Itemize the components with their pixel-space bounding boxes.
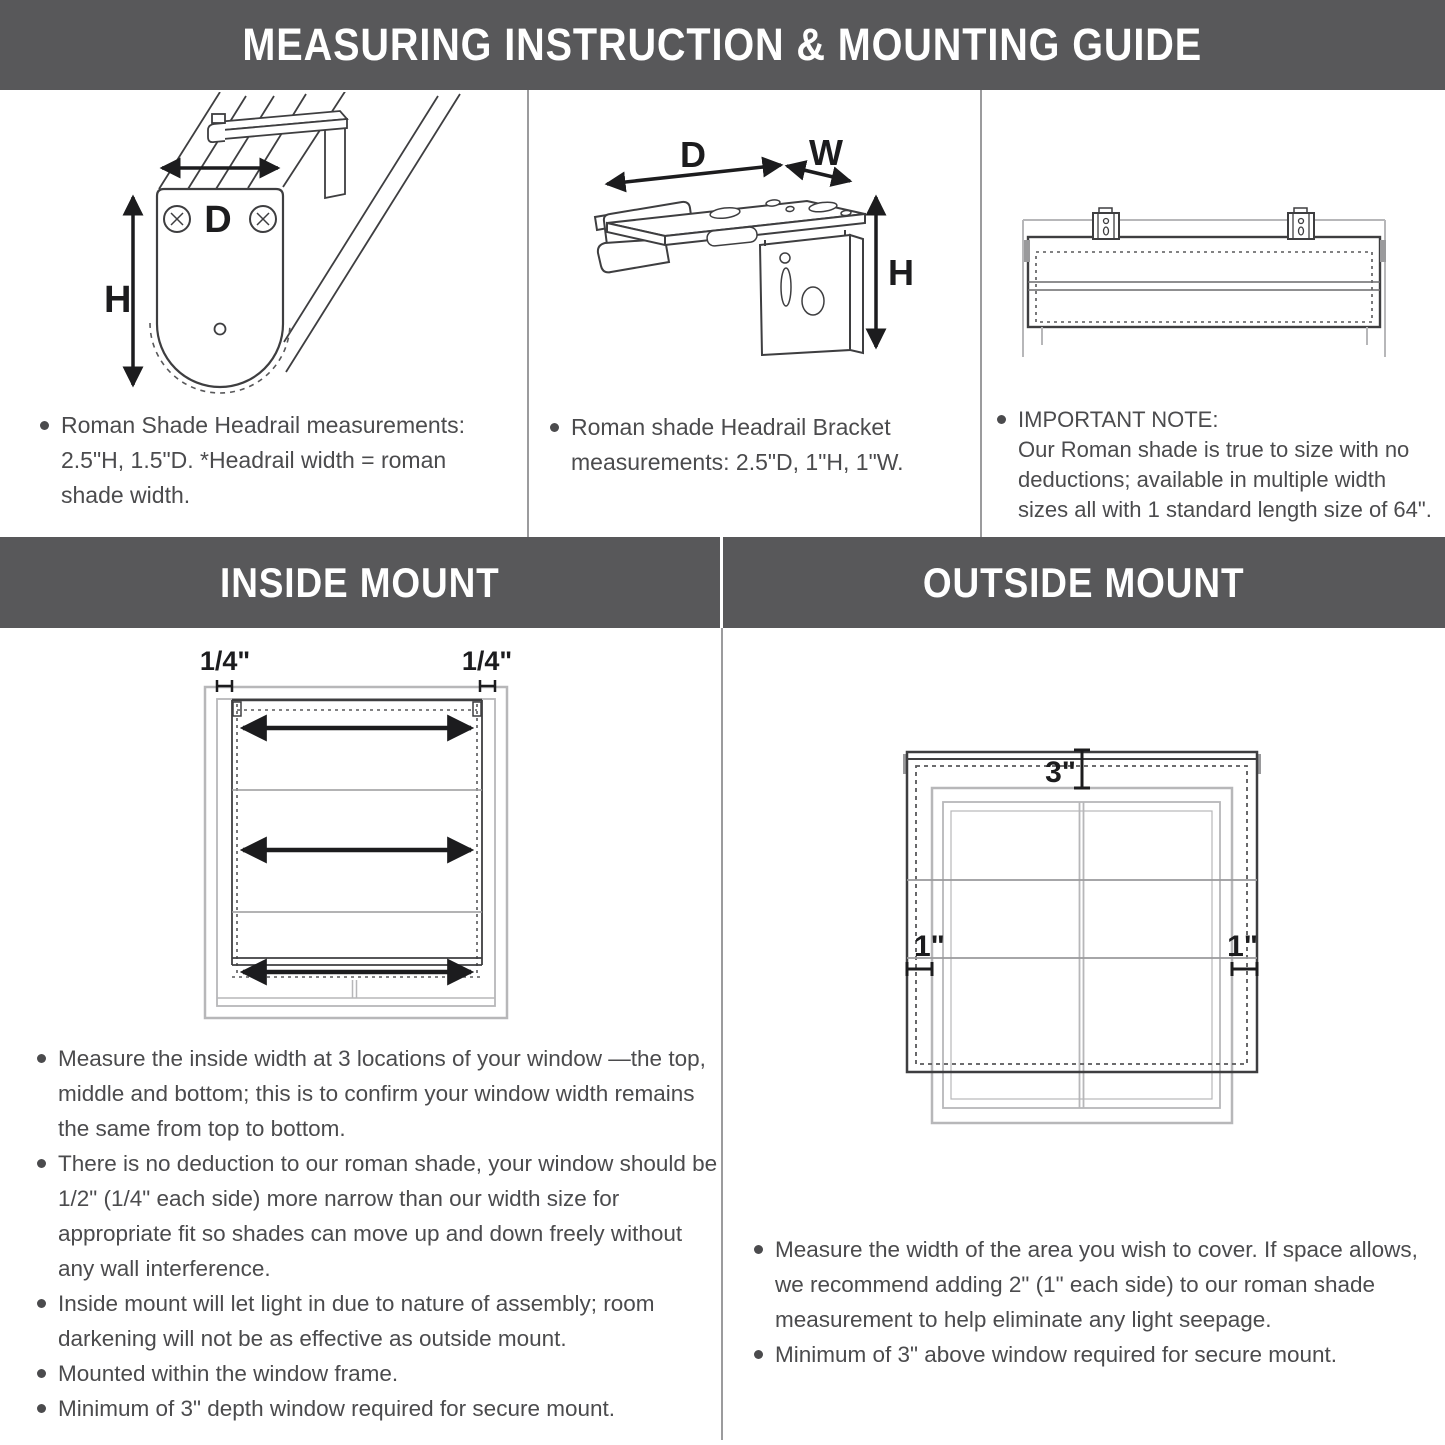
important-note	[995, 405, 1437, 525]
side-right-label: 1"	[1227, 930, 1258, 963]
depth-label: D	[204, 199, 232, 241]
height-label: H	[104, 279, 132, 321]
outside-mount-title: OUTSIDE MOUNT	[923, 558, 1245, 606]
headrail-note	[38, 408, 478, 513]
depth-label: D	[680, 134, 706, 175]
important-note-body: Our Roman shade is true to size with no deductions; available in multiple width sizes all with 1 standard length size of 64".	[1018, 437, 1432, 522]
width-measure-arrows	[243, 728, 471, 972]
mount-bracket-icon	[1093, 208, 1119, 239]
bracket-note	[548, 410, 916, 480]
end-cap-tab	[1380, 240, 1386, 262]
inside-mount-header	[0, 537, 720, 628]
top-clearance-label: 3"	[1045, 756, 1076, 789]
top-clearance-measure	[1074, 750, 1090, 788]
inside-mount-instructions	[35, 1041, 723, 1426]
important-note-heading: IMPORTANT NOTE:	[1018, 407, 1219, 432]
headrail-mount-bracket	[208, 111, 347, 198]
outside-mount-diagram	[890, 738, 1275, 1138]
width-label: W	[809, 132, 843, 173]
gap-left-label: 1/4"	[199, 646, 251, 676]
roman-shade	[232, 700, 482, 977]
mount-bracket-icon	[1288, 208, 1314, 239]
bracket-note-text: Roman shade Headrail Bracket measurements: 2.5"D, 1"H, 1"W.	[548, 410, 916, 480]
inside-bullet: There is no deduction to our roman shade, your window should be 1/2" (1/4" each side) more narrow than our width size for appropriate fit so shades can move up and down freely without any wall interference.	[35, 1146, 723, 1286]
headrail-note-text: Roman Shade Headrail measurements: 2.5"H, 1.5"D. *Headrail width = roman shade width.	[38, 408, 478, 513]
gap-right-label: 1/4"	[461, 646, 513, 676]
shade-stitch-lines	[232, 704, 482, 977]
window-jamb-lines	[1042, 327, 1367, 345]
shade-fold-lines	[907, 880, 1257, 958]
important-note-item	[995, 405, 1437, 525]
mounted-headrail-diagram	[1005, 205, 1415, 360]
side-left-label: 1"	[914, 930, 945, 963]
outside-bullet: Measure the width of the area you wish to cover. If space allows, we recommend adding 2" (1" each side) to our roman shade measurement to help eliminate any light seepage.	[752, 1232, 1432, 1337]
inside-bullet: Inside mount will let light in due to nature of assembly; room darkening will not be as effective as outside mount.	[35, 1286, 723, 1356]
outside-bullet: Minimum of 3" above window required for secure mount.	[752, 1337, 1432, 1372]
panel-divider-2	[980, 90, 982, 537]
shade-bottom-bar	[232, 958, 482, 965]
inside-bullet: Measure the inside width at 3 locations of your window —the top, middle and bottom; this is to confirm your window width remains the same from top to bottom.	[35, 1041, 723, 1146]
panel-divider-1	[527, 90, 529, 537]
inside-mount-diagram	[185, 638, 525, 1033]
side-overlap-measures	[907, 962, 1257, 976]
height-label: H	[888, 252, 914, 293]
bracket-diagram	[545, 115, 965, 405]
window-frame	[205, 687, 507, 1018]
end-cap-tab	[1024, 240, 1030, 262]
bracket-body	[595, 201, 865, 355]
inside-bullet: Mounted within the window frame.	[35, 1356, 723, 1391]
inside-bullet: Minimum of 3" depth window required for secure mount.	[35, 1391, 723, 1426]
inside-mount-title: INSIDE MOUNT	[220, 558, 500, 606]
headrail-diagram	[20, 92, 520, 412]
page-title: MEASURING INSTRUCTION & MOUNTING GUIDE	[242, 19, 1203, 70]
outside-mount-instructions	[752, 1232, 1432, 1372]
roman-shade	[903, 752, 1261, 1072]
outside-mount-header	[723, 537, 1445, 628]
page-title-bar	[0, 0, 1445, 90]
